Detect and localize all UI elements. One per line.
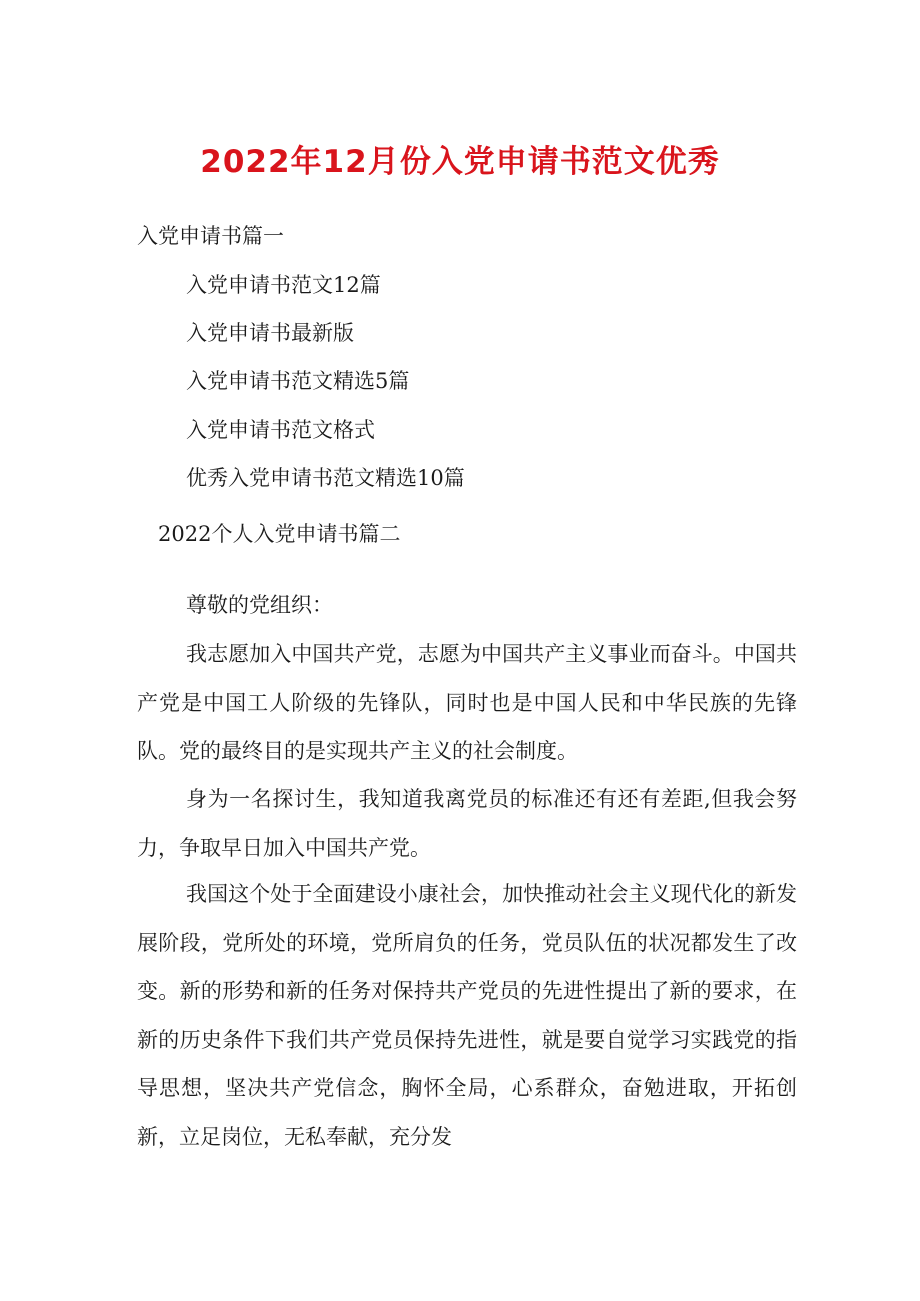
toc-item: 入党申请书范文12篇 [186, 273, 381, 297]
letter-salutation: 尊敬的党组织： [186, 593, 333, 617]
section-heading-two: 2022个人入党申请书篇二 [158, 522, 401, 546]
body-paragraph: 我国这个处于全面建设小康社会，加快推动社会主义现代化的新发展阶段，党所处的环境，党所肩负的任务，党员队伍的状况都发生了改变。新的形势和新的任务对保持共产党员的先进性提出了新的要求，在新的历史条件下我们共产党员保持先进性，就是要自觉学习实践党的指导思想，坚决共产党信念，胸怀全局，心系群众，奋勉进取，开拓创新，立足岗位，无私奉献，充分发 [137, 882, 797, 1149]
toc-item: 入党申请书范文精选5篇 [186, 369, 410, 393]
body-paragraph: 我志愿加入中国共产党，志愿为中国共产主义事业而奋斗。中国共产党是中国工人阶级的先锋队，同时也是中国人民和中华民族的先锋队。党的最终目的是实现共产主义的社会制度。 [137, 642, 797, 763]
document-title: 2022年12月份入党申请书范文优秀 [200, 144, 720, 180]
toc-item: 入党申请书最新版 [186, 321, 354, 345]
section-heading-one: 入党申请书篇一 [137, 224, 284, 248]
toc-item: 优秀入党申请书范文精选10篇 [186, 466, 465, 490]
toc-item: 入党申请书范文格式 [186, 418, 375, 442]
body-paragraph: 身为一名探讨生，我知道我离党员的标准还有还有差距,但我会努力，争取早日加入中国共产党。 [137, 787, 797, 860]
